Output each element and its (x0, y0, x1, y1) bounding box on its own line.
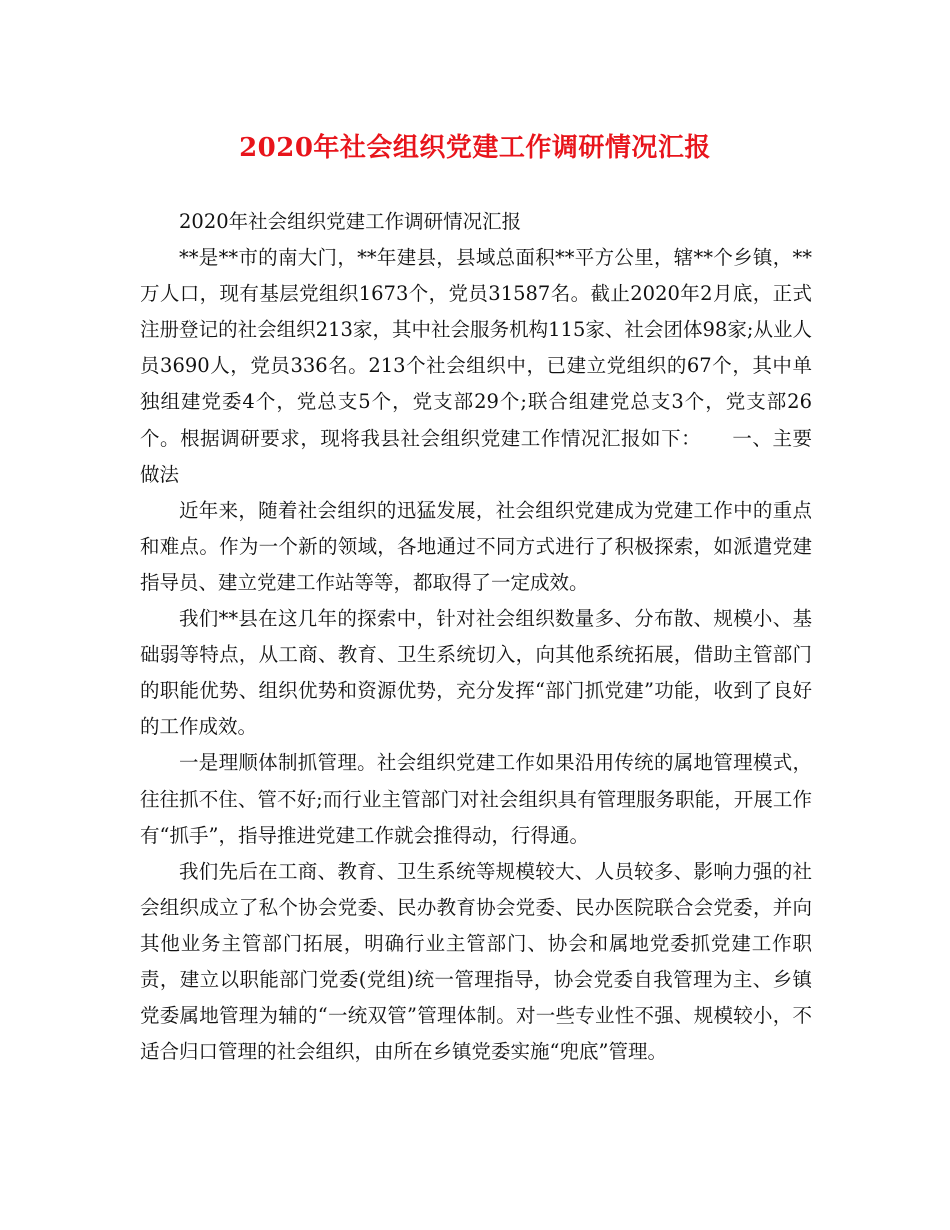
paragraph: 我们先后在工商、教育、卫生系统等规模较大、人员较多、影响力强的社会组织成立了私个协会党委、民办教育协会党委、民办医院联合会党委，并向其他业务主管部门拓展，明确行业主管部门、协会和属地党委抓党建工作职责，建立以职能部门党委(党组)统一管理指导，协会党委自我管理为主、乡镇党委属地管理为辅的“一统双管”管理体制。对一些专业性不强、规模较小，不适合归口管理的社会组织，由所在乡镇党委实施“兜底”管理。 (140, 859, 812, 1064)
document-subtitle: 2020年社会组织党建工作调研情况汇报 (179, 210, 522, 233)
paragraph-intro-text: **是**市的南大门，**年建县，县域总面积**平方公里，辖**个乡镇，**万人口，现有基层党组织1673个，党员31587名。截止2020年2月底，正式注册登记的社会组织213家，其中社会服务机构115家、社会团体98家;从业人员3690人，党员336名。213个社会组织中，已建立党组织的67个，其中单独组建党委4个，党总支5个，党支部29个;联合组建党总支3个，党支部26个。根据调研要求，现将我县社会组织党建工作情况汇报如下： (140, 246, 812, 450)
document-body (140, 204, 812, 1070)
document-title: 2020年社会组织党建工作调研情况汇报 (239, 133, 711, 163)
paragraph: 一是理顺体制抓管理。社会组织党建工作如果沿用传统的属地管理模式，往往抓不住、管不好;而行业主管部门对社会组织具有管理服务职能，开展工作有“抓手”，指导推进党建工作就会推得动，行得通。 (140, 751, 812, 847)
paragraph: 近年来，随着社会组织的迅猛发展，社会组织党建成为党建工作中的重点和难点。作为一个新的领域，各地通过不同方式进行了积极探索，如派遣党建指导员、建立党建工作站等等，都取得了一定成效。 (140, 498, 812, 594)
section-heading: 一、主要做法 (140, 426, 812, 486)
paragraph: 我们**县在这几年的探索中，针对社会组织数量多、分布散、规模小、基础弱等特点，从工商、教育、卫生系统切入，向其他系统拓展，借助主管部门的职能优势、组织优势和资源优势，充分发挥“部门抓党建”功能，收到了良好的工作成效。 (140, 607, 812, 739)
paragraph-intro (140, 240, 812, 493)
